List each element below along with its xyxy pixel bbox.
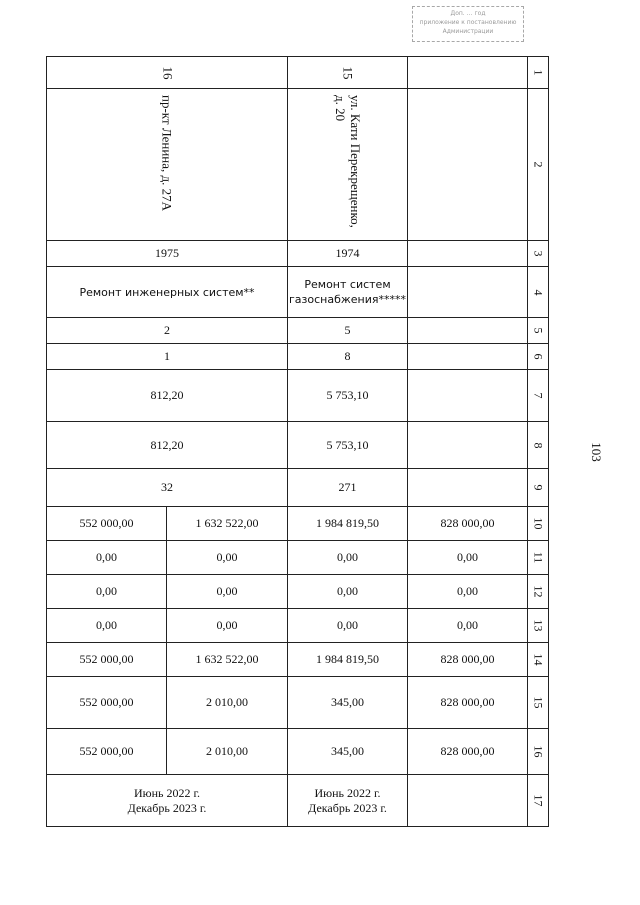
work-type-right-line1: Ремонт систем: [304, 278, 391, 291]
period-right-start: Июнь 2022 г.: [314, 785, 381, 800]
money-cell: 0,00: [47, 541, 167, 575]
money-cell: 2 010,00: [167, 729, 288, 775]
money-cell: 0,00: [288, 541, 408, 575]
table-row: [47, 643, 549, 677]
table-row: [47, 677, 549, 729]
table-row: [47, 541, 549, 575]
row-number: 1: [528, 57, 549, 89]
table-row: [47, 318, 549, 344]
work-type-left: Ремонт инженерных систем**: [47, 267, 288, 318]
period-right: [288, 775, 408, 827]
money-cell: 0,00: [288, 575, 408, 609]
money-cell: 828 000,00: [408, 677, 528, 729]
money-cell: 345,00: [288, 677, 408, 729]
document-stamp: [412, 6, 524, 42]
year-right: 1974: [288, 241, 408, 267]
row-number: 15: [528, 677, 549, 729]
cell-r5-left: 2: [47, 318, 288, 344]
table-row: [47, 775, 549, 827]
table-row: [47, 370, 549, 422]
cell-r6-right: 8: [288, 344, 408, 370]
empty-cell: [408, 89, 528, 241]
money-cell: 0,00: [408, 541, 528, 575]
stamp-line: Доп. … год: [450, 10, 486, 17]
period-left: [47, 775, 288, 827]
cell-r7-left: 812,20: [47, 370, 288, 422]
money-cell: 0,00: [167, 575, 288, 609]
money-cell: 1 632 522,00: [167, 507, 288, 541]
money-cell: 828 000,00: [408, 729, 528, 775]
row-number: 5: [528, 318, 549, 344]
address-right: [288, 89, 408, 241]
row-number: 4: [528, 267, 549, 318]
repair-plan-table: [46, 56, 549, 827]
object-number-left: 16: [47, 57, 288, 89]
table-row: [47, 267, 549, 318]
page-number: 103: [589, 442, 604, 462]
address-left: пр-кт Ленина, д. 27А: [47, 89, 288, 241]
money-cell: 2 010,00: [167, 677, 288, 729]
object-number-right: 15: [288, 57, 408, 89]
empty-cell: [408, 318, 528, 344]
empty-cell: [408, 267, 528, 318]
money-cell: 0,00: [167, 541, 288, 575]
cell-r7-right: 5 753,10: [288, 370, 408, 422]
period-left-start: Июнь 2022 г.: [133, 785, 201, 800]
money-cell: 0,00: [408, 609, 528, 643]
work-type-right: [288, 267, 408, 318]
cell-r6-left: 1: [47, 344, 288, 370]
period-left-end: Декабрь 2023 г.: [127, 800, 207, 815]
row-number: 12: [528, 575, 549, 609]
empty-cell: [408, 469, 528, 507]
table-row: [47, 344, 549, 370]
empty-cell: [408, 57, 528, 89]
row-number: 14: [528, 643, 549, 677]
cell-r9-right: 271: [288, 469, 408, 507]
money-cell: 0,00: [408, 575, 528, 609]
money-cell: 552 000,00: [47, 729, 167, 775]
empty-cell: [408, 344, 528, 370]
row-number: 17: [528, 775, 549, 827]
money-cell: 0,00: [288, 609, 408, 643]
money-cell: 552 000,00: [47, 677, 167, 729]
address-right-line2: д. 20: [332, 95, 348, 122]
money-cell: 0,00: [47, 575, 167, 609]
money-cell: 1 632 522,00: [167, 643, 288, 677]
empty-cell: [408, 370, 528, 422]
money-cell: 0,00: [47, 609, 167, 643]
money-cell: 828 000,00: [408, 507, 528, 541]
row-number: 11: [528, 541, 549, 575]
money-cell: 345,00: [288, 729, 408, 775]
year-left: 1975: [47, 241, 288, 267]
table-row: [47, 729, 549, 775]
cell-r5-right: 5: [288, 318, 408, 344]
row-number: 16: [528, 729, 549, 775]
row-number: 13: [528, 609, 549, 643]
empty-cell: [408, 241, 528, 267]
row-number: 9: [528, 469, 549, 507]
table-row: [47, 422, 549, 469]
table-row: [47, 57, 549, 89]
row-number: 6: [528, 344, 549, 370]
address-right-line1: ул. Кати Перекрещенко,: [347, 95, 363, 228]
empty-cell: [408, 775, 528, 827]
money-cell: 828 000,00: [408, 643, 528, 677]
money-cell: 0,00: [167, 609, 288, 643]
cell-r8-left: 812,20: [47, 422, 288, 469]
empty-cell: [408, 422, 528, 469]
row-number: 2: [528, 89, 549, 241]
row-number: 3: [528, 241, 549, 267]
money-cell: 552 000,00: [47, 643, 167, 677]
money-cell: 552 000,00: [47, 507, 167, 541]
row-number: 7: [528, 370, 549, 422]
work-type-right-line2: газоснабжения*****: [289, 293, 406, 306]
stamp-line: Администрации: [442, 28, 494, 35]
table-row: [47, 609, 549, 643]
row-number: 10: [528, 507, 549, 541]
cell-r8-right: 5 753,10: [288, 422, 408, 469]
table-row: [47, 469, 549, 507]
table-row: [47, 89, 549, 241]
money-cell: 1 984 819,50: [288, 643, 408, 677]
table-row: [47, 241, 549, 267]
stamp-line: приложение к постановлению: [419, 19, 517, 26]
cell-r9-left: 32: [47, 469, 288, 507]
row-number: 8: [528, 422, 549, 469]
table-row: [47, 575, 549, 609]
table-row: [47, 507, 549, 541]
period-right-end: Декабрь 2023 г.: [308, 800, 387, 815]
money-cell: 1 984 819,50: [288, 507, 408, 541]
